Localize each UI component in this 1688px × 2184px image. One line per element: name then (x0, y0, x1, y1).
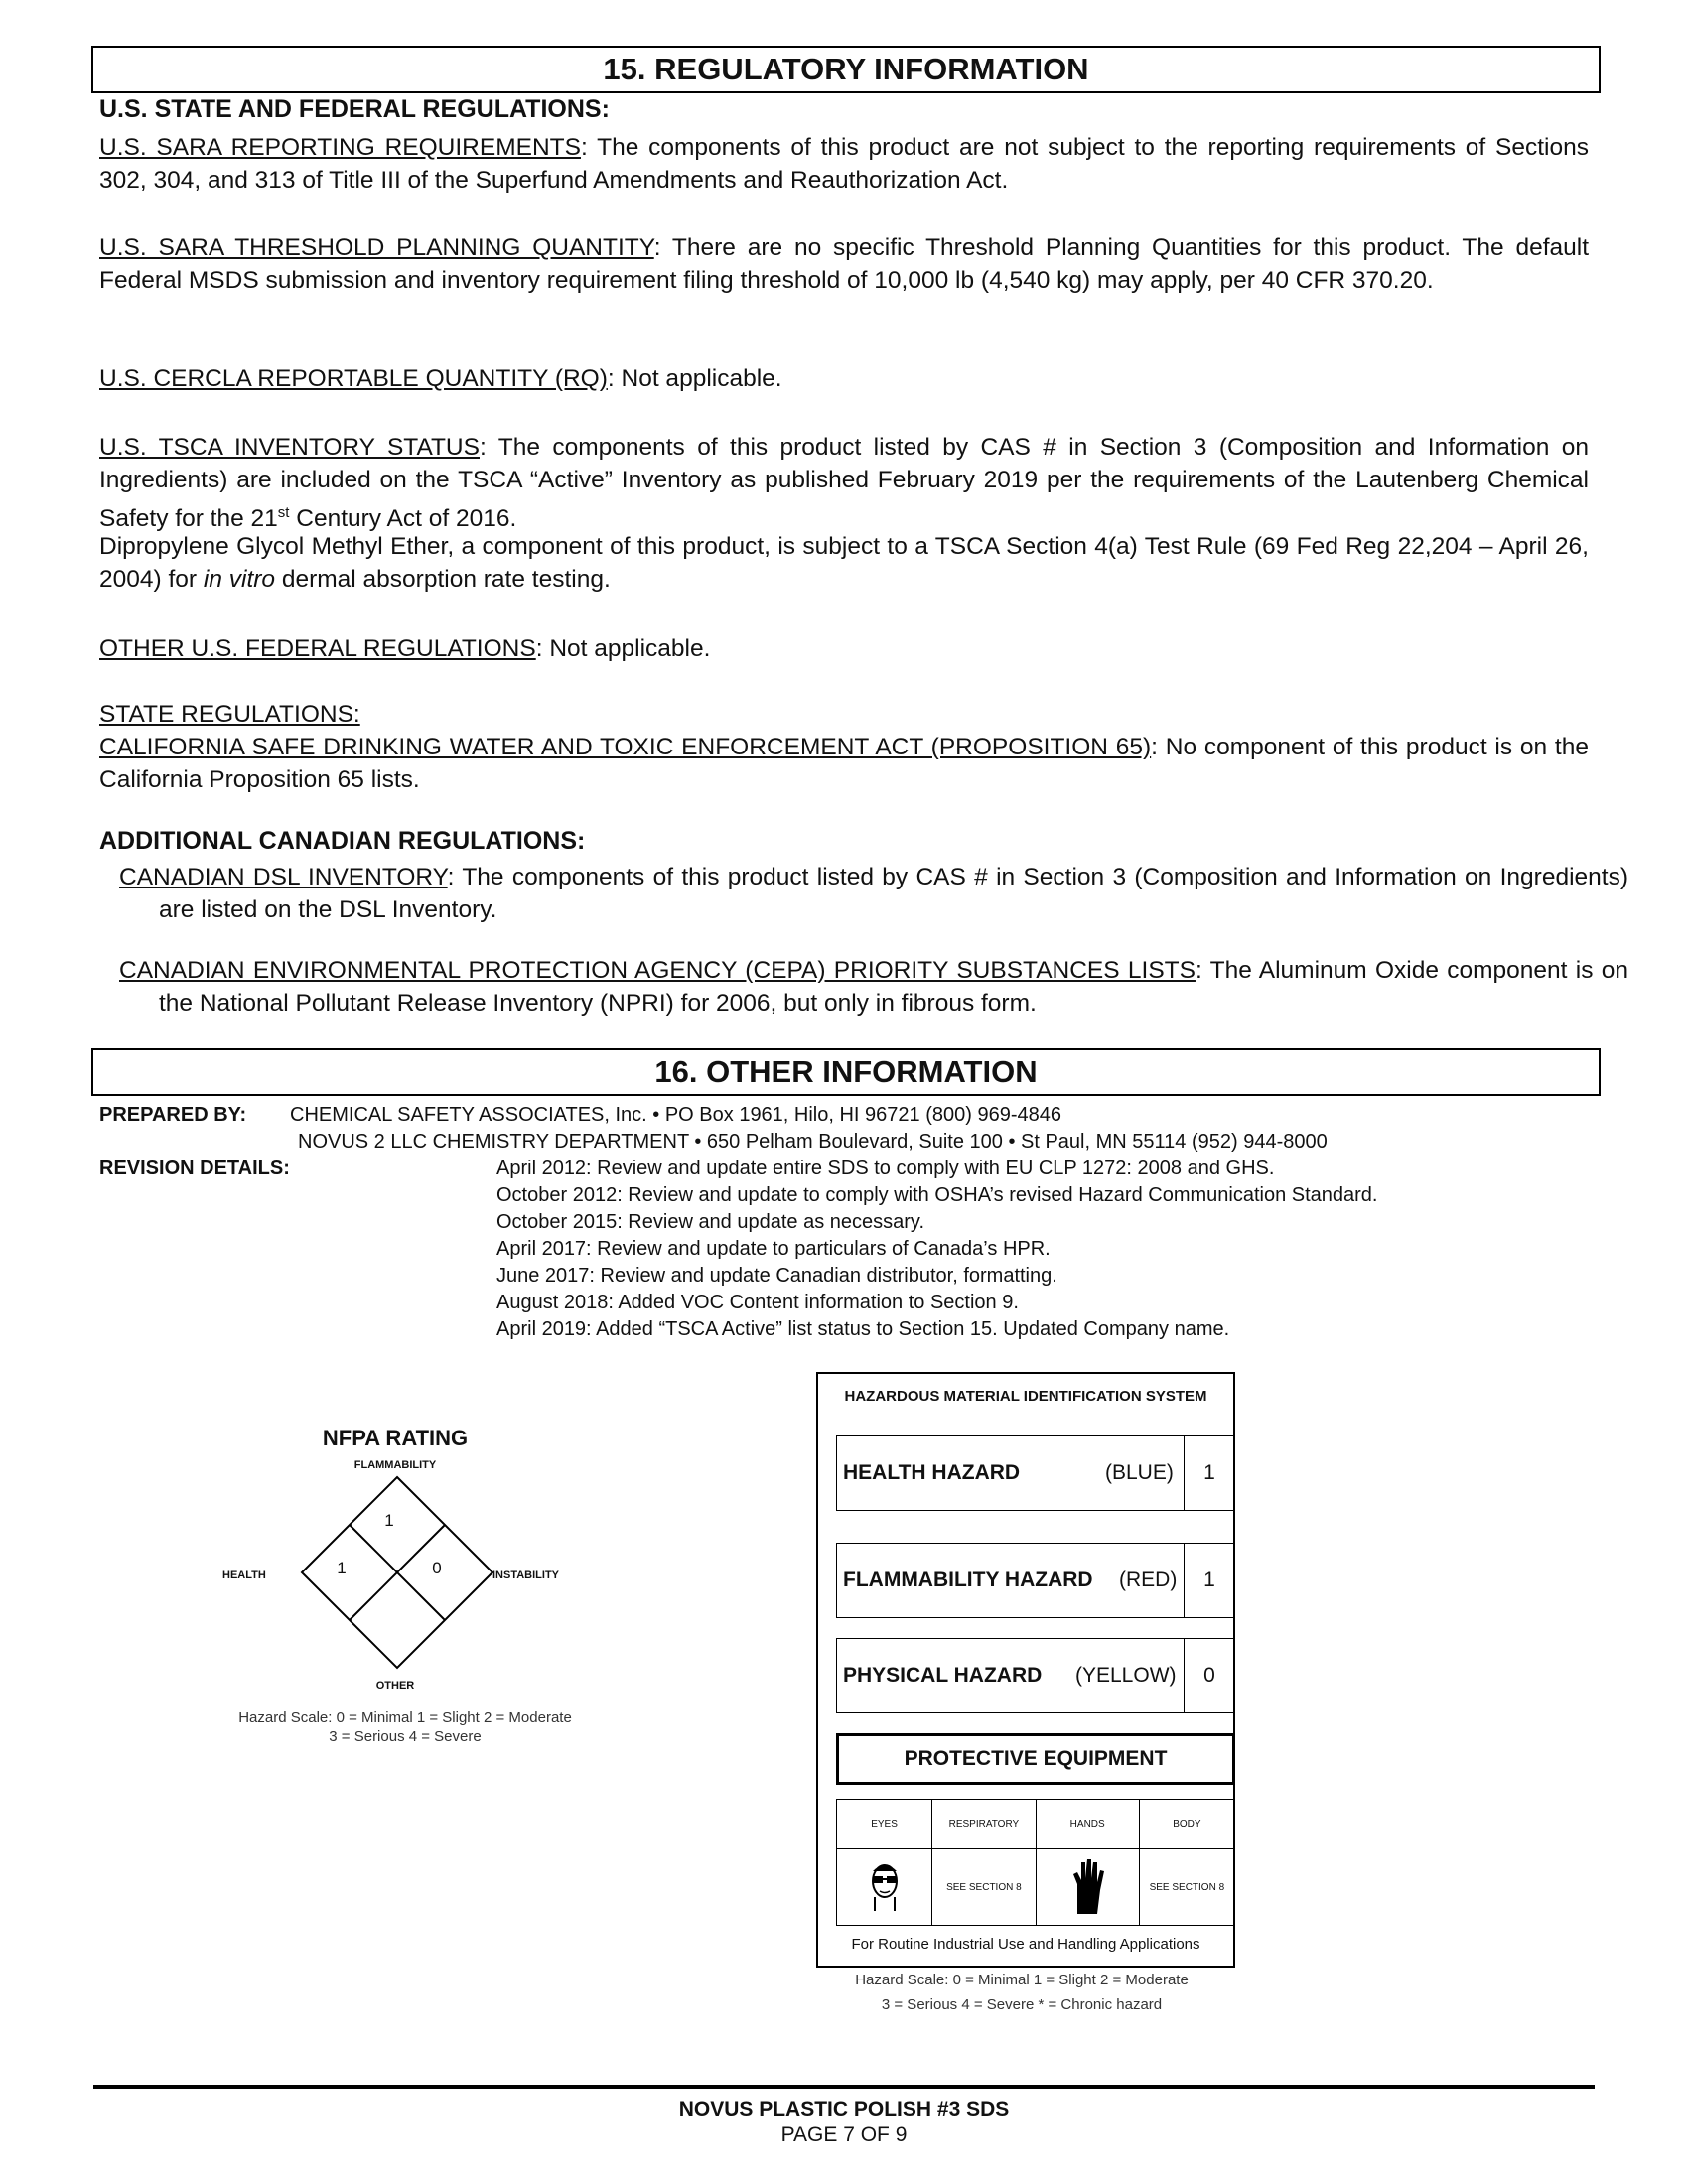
revision-item: October 2012: Review and update to comply with OSHA’s revised Hazard Communication Standard. (496, 1184, 1378, 1206)
prop65-text: : No component of this product is on the California Proposition 65 lists. (99, 734, 1589, 793)
dpgme-text: Dipropylene Glycol Methyl Ether, a component of this product, is subject to a TSCA Section 4(a) Test Rule (69 Fed Reg 22,204 – April 26, 2004) for (99, 533, 1589, 593)
ppe-hands-header: HANDS (1036, 1800, 1139, 1849)
other-federal-text: : Not applicable. (535, 635, 711, 662)
page-number: PAGE 7 OF 9 (780, 2123, 908, 2146)
tpq-paragraph (99, 231, 1589, 297)
tsca-text: : The components of this product listed by CAS # in Section 3 (Composition and Information on Ingredients) are included on the TSCA “Active” Inventory as published February 2019 per the requirements of the Lautenberg Chemical Safety for the 21 (99, 434, 1590, 533)
hmis-panel (816, 1372, 1235, 1968)
cercla-text: : Not applicable. (607, 365, 782, 392)
ppe-hands-cell (1036, 1849, 1139, 1926)
hmis-health-row (836, 1435, 1235, 1511)
nfpa-flammability-value: 1 (384, 1511, 394, 1530)
us-regulations-heading: U.S. STATE AND FEDERAL REGULATIONS: (99, 95, 610, 123)
tsca-paragraph (99, 431, 1589, 535)
tpq-label: U.S. SARA THRESHOLD PLANNING QUANTITY (99, 234, 654, 261)
cercla-paragraph (99, 362, 1589, 395)
hmis-scale-line-1: Hazard Scale: 0 = Minimal 1 = Slight 2 = Moderate (855, 1972, 1189, 1988)
nfpa-scale-line-1: Hazard Scale: 0 = Minimal 1 = Slight 2 = Moderate (238, 1709, 572, 1726)
revision-item: June 2017: Review and update Canadian distributor, formatting. (496, 1265, 1057, 1287)
sara-paragraph (99, 131, 1589, 197)
hmis-title: HAZARDOUS MATERIAL IDENTIFICATION SYSTEM (844, 1388, 1207, 1405)
hmis-row-color: (YELLOW) (1075, 1664, 1177, 1687)
nfpa-health-label: HEALTH (222, 1570, 266, 1581)
section-15-header: 15. REGULATORY INFORMATION (91, 46, 1601, 93)
page-footer (0, 2097, 1688, 2148)
hmis-flammability-row (836, 1543, 1235, 1618)
revision-item: April 2019: Added “TSCA Active” list status to Section 15. Updated Company name. (496, 1318, 1230, 1340)
tsca-label: U.S. TSCA INVENTORY STATUS (99, 434, 480, 461)
state-regulations-label: STATE REGULATIONS: (99, 701, 360, 728)
section-16-header: 16. OTHER INFORMATION (91, 1048, 1601, 1096)
nfpa-instability-value: 0 (432, 1559, 442, 1577)
hmis-row-value: 1 (1184, 1436, 1234, 1510)
nfpa-other-label: OTHER (375, 1680, 415, 1692)
nfpa-instability-label: INSTABILITY (492, 1570, 560, 1581)
revision-details-label: REVISION DETAILS: (99, 1158, 290, 1179)
tsca-superscript: st (277, 504, 290, 521)
other-federal-paragraph (99, 632, 1589, 665)
hmis-row-label: PHYSICAL HAZARD (843, 1664, 1043, 1687)
ppe-respiratory-cell: SEE SECTION 8 (932, 1849, 1037, 1926)
dsl-text: : The components of this product listed by CAS # in Section 3 (Composition and Information on Ingredients) are listed on the DSL Inventory. (159, 864, 1628, 923)
revision-list (496, 1156, 1377, 1343)
footer-divider (93, 2085, 1595, 2089)
cepa-paragraph (119, 954, 1628, 1020)
cepa-label: CANADIAN ENVIRONMENTAL PROTECTION AGENCY (CEPA) PRIORITY SUBSTANCES LISTS (119, 957, 1196, 984)
ppe-body-cell: SEE SECTION 8 (1139, 1849, 1234, 1926)
canadian-regulations-heading: ADDITIONAL CANADIAN REGULATIONS: (99, 827, 586, 855)
hmis-scale-line-2: 3 = Serious 4 = Severe * = Chronic hazard (881, 1996, 1163, 2013)
prepared-by-label: PREPARED BY: (99, 1104, 247, 1126)
dpgme-text-end: dermal absorption rate testing. (275, 566, 611, 593)
ppe-respiratory-header: RESPIRATORY (932, 1800, 1037, 1849)
cepa-text: : The Aluminum Oxide component is on the National Pollutant Release Inventory (NPRI) for 2006, but only in fibrous form. (159, 957, 1628, 1017)
cercla-label: U.S. CERCLA REPORTABLE QUANTITY (RQ) (99, 365, 608, 392)
nfpa-scale-line-2: 3 = Serious 4 = Severe (329, 1728, 482, 1745)
revision-item: April 2012: Review and update entire SDS to comply with EU CLP 1272: 2008 and GHS. (496, 1158, 1275, 1179)
dsl-paragraph (119, 861, 1628, 926)
hmis-row-color: (RED) (1119, 1569, 1178, 1591)
sara-label: U.S. SARA REPORTING REQUIREMENTS (99, 134, 581, 161)
hmis-row-value: 0 (1184, 1639, 1234, 1712)
ppe-table (836, 1799, 1235, 1926)
tsca-text-end: Century Act of 2016. (289, 505, 517, 533)
nfpa-flammability-label: FLAMMABILITY (353, 1459, 437, 1471)
prop65-paragraph (99, 731, 1589, 796)
hmis-physical-row (836, 1638, 1235, 1713)
ppe-eyes-header: EYES (837, 1800, 932, 1849)
prop65-label: CALIFORNIA SAFE DRINKING WATER AND TOXIC ENFORCEMENT ACT (PROPOSITION 65) (99, 734, 1152, 760)
prepared-by-line-1: CHEMICAL SAFETY ASSOCIATES, Inc. • PO Box 1961, Hilo, HI 96721 (800) 969-4846 (290, 1104, 1061, 1126)
dpgme-paragraph (99, 530, 1589, 596)
ppe-eyes-cell (837, 1849, 932, 1926)
revision-item: October 2015: Review and update as necessary. (496, 1211, 924, 1233)
hmis-row-color: (BLUE) (1105, 1461, 1174, 1484)
prepared-by-line-2: NOVUS 2 LLC CHEMISTRY DEPARTMENT • 650 Pelham Boulevard, Suite 100 • St Paul, MN 55114 (952) 944-8000 (298, 1131, 1328, 1153)
revision-item: August 2018: Added VOC Content information to Section 9. (496, 1292, 1019, 1313)
glove-hand-icon (1067, 1856, 1107, 1916)
revision-item: April 2017: Review and update to particulars of Canada’s HPR. (496, 1238, 1051, 1260)
ppe-body-header: BODY (1139, 1800, 1234, 1849)
dsl-label: CANADIAN DSL INVENTORY (119, 864, 448, 890)
protective-equipment-label: PROTECTIVE EQUIPMENT (836, 1733, 1235, 1785)
hmis-row-label: FLAMMABILITY HAZARD (843, 1569, 1093, 1591)
nfpa-health-value: 1 (337, 1559, 347, 1577)
other-federal-label: OTHER U.S. FEDERAL REGULATIONS (99, 635, 536, 662)
hmis-row-value: 1 (1184, 1544, 1234, 1617)
hmis-row-label: HEALTH HAZARD (843, 1461, 1021, 1484)
document-title: NOVUS PLASTIC POLISH #3 SDS (678, 2098, 1010, 2120)
safety-glasses-face-icon (867, 1859, 903, 1913)
nfpa-diamond (288, 1469, 506, 1688)
hmis-footer-text: For Routine Industrial Use and Handling Applications (851, 1936, 1200, 1953)
tpq-text: : There are no specific Threshold Planning Quantities for this product. The default Federal MSDS submission and inventory requirement filing threshold of 10,000 lb (4,540 kg) may apply, per 40 CFR 370.20. (99, 234, 1589, 294)
sara-text: : The components of this product are not subject to the reporting requirements of Sections 302, 304, and 313 of Title III of the Superfund Amendments and Reauthorization Act. (99, 134, 1590, 194)
dpgme-italic: in vitro (203, 566, 276, 593)
nfpa-title: NFPA RATING (322, 1426, 469, 1450)
